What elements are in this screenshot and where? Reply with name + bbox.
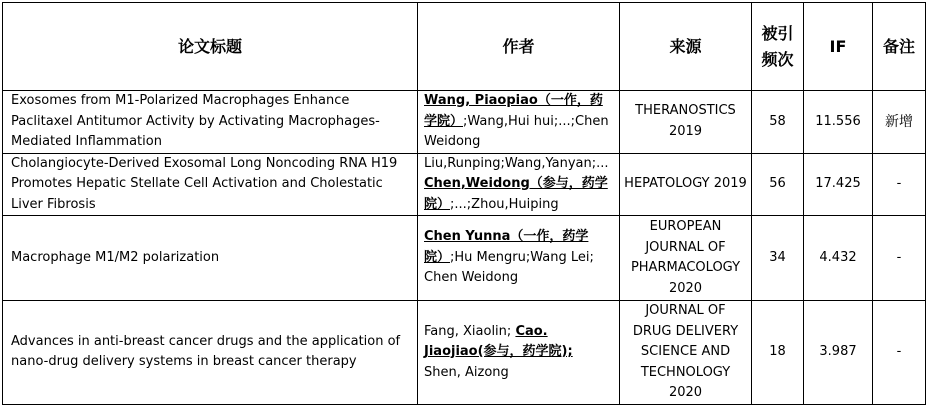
author-highlight: Chen,Weidong（参与，药学院） xyxy=(424,176,608,212)
author-highlight: Chen Yunna（一作，药学院） xyxy=(424,229,589,265)
paper-title: Cholangiocyte-Derived Exosomal Long Noncoding RNA H19 Promotes Hepatic Stellate Cell Activation and Cholestatic Liver Fibrosis xyxy=(3,153,418,216)
paper-title: Advances in anti-breast cancer drugs and the application of nano-drug delivery systems in breast cancer therapy xyxy=(3,301,418,405)
header-if: IF xyxy=(804,3,873,91)
author-rest: Shen, Aizong xyxy=(424,364,509,380)
table-row xyxy=(3,91,926,154)
paper-citations: 56 xyxy=(752,153,804,216)
author-rest: ;...;Zhou,Huiping xyxy=(450,196,559,212)
table-row xyxy=(3,153,926,216)
paper-if: 3.987 xyxy=(804,301,873,405)
paper-authors xyxy=(418,153,620,216)
author-pre: Liu,Runping;Wang,Yanyan;... xyxy=(424,155,609,171)
paper-authors xyxy=(418,91,620,154)
paper-note: - xyxy=(873,216,926,301)
author-pre: Fang, Xiaolin; xyxy=(424,323,512,339)
author-highlight: Wang, Piaopiao（一作，药学院） xyxy=(424,93,603,129)
paper-citations: 58 xyxy=(752,91,804,154)
paper-authors xyxy=(418,216,620,301)
header-title: 论文标题 xyxy=(3,3,418,91)
paper-if: 4.432 xyxy=(804,216,873,301)
papers-table xyxy=(2,2,926,405)
paper-if: 11.556 xyxy=(804,91,873,154)
header-authors: 作者 xyxy=(418,3,620,91)
author-rest: ;Hu Mengru;Wang Lei; Chen Weidong xyxy=(424,249,594,286)
paper-note: - xyxy=(873,153,926,216)
paper-source: EUROPEAN JOURNAL OF PHARMACOLOGY 2020 xyxy=(620,216,752,301)
table-row xyxy=(3,216,926,301)
paper-source: THERANOSTICS 2019 xyxy=(620,91,752,154)
table-row xyxy=(3,301,926,405)
paper-citations: 18 xyxy=(752,301,804,405)
paper-note: 新增 xyxy=(873,91,926,154)
author-highlight: Cao. Jiaojiao(参与，药学院); xyxy=(424,323,573,359)
paper-source: JOURNAL OF DRUG DELIVERY SCIENCE AND TECHNOLOGY 2020 xyxy=(620,301,752,405)
paper-title: Exosomes from M1-Polarized Macrophages Enhance Paclitaxel Antitumor Activity by Activating Macrophages-Mediated Inflammation xyxy=(3,91,418,154)
author-rest: ;Wang,Hui hui;...;Chen Weidong xyxy=(424,113,609,149)
header-row xyxy=(3,3,926,91)
paper-authors xyxy=(418,301,620,405)
paper-title: Macrophage M1/M2 polarization xyxy=(3,216,418,301)
header-source: 来源 xyxy=(620,3,752,91)
paper-if: 17.425 xyxy=(804,153,873,216)
paper-source: HEPATOLOGY 2019 xyxy=(620,153,752,216)
paper-citations: 34 xyxy=(752,216,804,301)
header-citations: 被引频次 xyxy=(752,3,804,91)
paper-note: - xyxy=(873,301,926,405)
header-note: 备注 xyxy=(873,3,926,91)
